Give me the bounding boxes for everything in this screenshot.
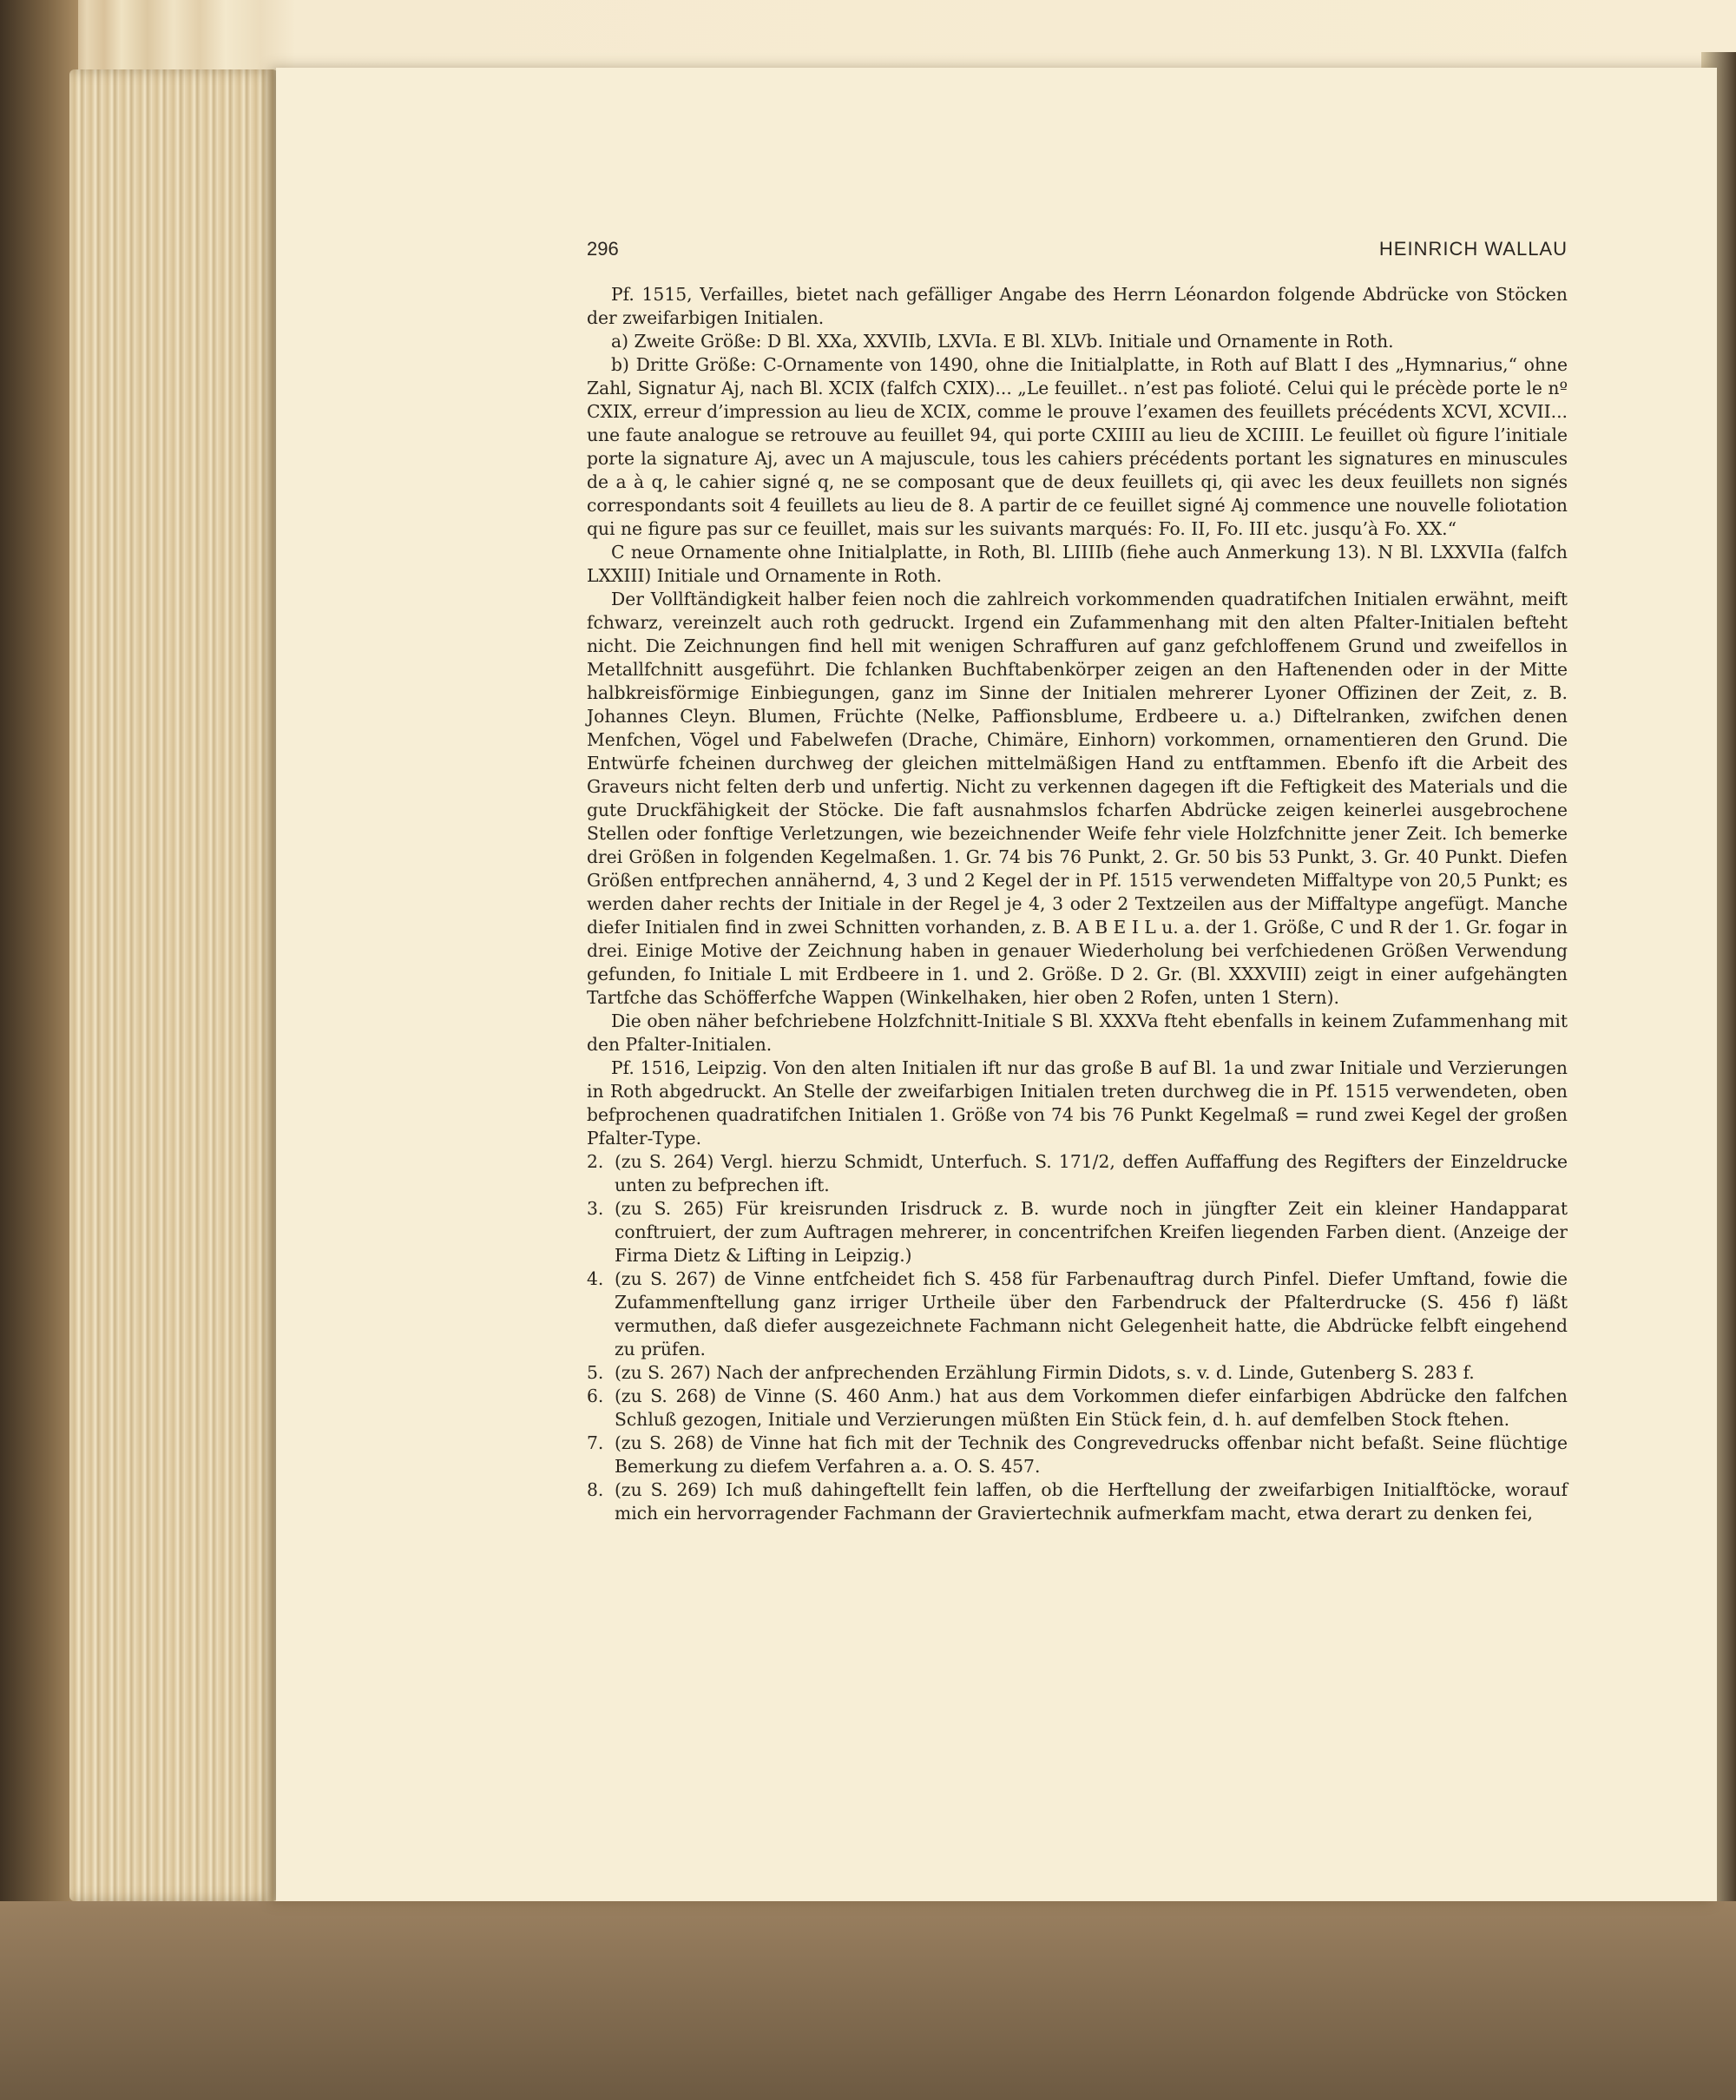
endnote-number: 6.: [587, 1386, 604, 1406]
endnote: [587, 1150, 1568, 1197]
book-cover-bottom: [0, 1901, 1736, 2100]
endnote-number: 8.: [587, 1479, 604, 1500]
endnote: [587, 1197, 1568, 1267]
page-number: 296: [587, 238, 619, 260]
endnote: [587, 1361, 1568, 1385]
page-header: [587, 233, 1568, 267]
paragraph: a) Zweite Größe: D Bl. XXa, XXVIIb, LXVIa. E Bl. XLVb. Initiale und Ornamente in Roth.: [611, 331, 1394, 352]
endnote-text: (zu S. 268) de Vinne (S. 460 Anm.) hat aus dem Vorkommen diefer einfarbigen Abdrücke den falfchen Schluß gezogen, Initiale und Verzierungen müßten Ein Stück fein, d. h. auf demfelben Stock ftehen.: [615, 1386, 1568, 1430]
endnote-text: (zu S. 268) de Vinne hat fich mit der Technik des Congrevedrucks offenbar nicht befaßt. Seine flüchtige Bemerkung zu diefem Verfahren a. a. O. S. 457.: [615, 1432, 1568, 1477]
endnote: [587, 1267, 1568, 1361]
endnote-text: (zu S. 264) Vergl. hierzu Schmidt, Unterfuch. S. 171/2, deffen Auffaffung des Regifters der Einzeldrucke unten zu befprechen ift.: [615, 1151, 1568, 1195]
paragraph: Die oben näher befchriebene Holzfchnitt-Initiale S Bl. XXXVa fteht ebenfalls in keinem Zufammenhang mit den Pfalter-Initialen.: [587, 1011, 1568, 1055]
book-spine-edge: [0, 0, 78, 2100]
endnote-number: 5.: [587, 1362, 604, 1383]
endnote-number: 2.: [587, 1151, 604, 1172]
endnotes-list: [587, 1150, 1568, 1525]
paragraph: C neue Ornamente ohne Initialplatte, in Roth, Bl. LIIIIb (fiehe auch Anmerkung 13). N Bl. LXXVIIa (falfch LXXIII) Initiale und Ornamente in Roth.: [587, 542, 1568, 586]
endnote: [587, 1478, 1568, 1525]
page-body: [587, 283, 1568, 1525]
paragraph: Pf. 1516, Leipzig. Von den alten Initialen ift nur das große B auf Bl. 1a und zwar Initiale und Verzierungen in Roth abgedruckt. An Stelle der zweifarbigen Initialen treten durchweg die in Pf. 1515 verwendeten, oben befprochenen quadratifchen Initialen 1. Größe von 74 bis 76 Punkt Kegelmaß = rund zwei Kegel der großen Pfalter-Type.: [587, 1057, 1568, 1149]
page-edges-stack: [69, 69, 278, 1901]
endnote-text: (zu S. 267) Nach der anfprechenden Erzählung Firmin Didots, s. v. d. Linde, Gutenberg S. 283 f.: [615, 1362, 1475, 1383]
endnote-text: (zu S. 265) Für kreisrunden Irisdruck z. B. wurde noch in jüngfter Zeit ein kleiner Handapparat conftruiert, der zum Auftragen mehrerer, in concentrifchen Kreifen liegenden Farben dient. (Anzeige der Firma Dietz & Lifting in Leipzig.): [615, 1198, 1568, 1266]
endnote-number: 4.: [587, 1268, 604, 1289]
endnote: [587, 1432, 1568, 1478]
endnote-number: 7.: [587, 1432, 604, 1453]
endnote-text: (zu S. 269) Ich muß dahingeftellt fein laffen, ob die Herftellung der zweifarbigen Initialftöcke, worauf mich ein hervorragender Fachmann der Graviertechnik aufmerkfam macht, etwa derart zu denken fei,: [615, 1479, 1568, 1524]
paragraph: Pf. 1515, Verfailles, bietet nach gefälliger Angabe des Herrn Léonardon folgende Abdrücke von Stöcken der zweifarbigen Initialen.: [587, 284, 1568, 328]
paragraph: Der Vollftändigkeit halber feien noch die zahlreich vorkommenden quadratifchen Initialen erwähnt, meift fchwarz, vereinzelt auch roth gedruckt. Irgend ein Zufammenhang mit den alten Pfalter-Initialen befteht nicht. Die Zeichnungen find hell mit wenigen Schraffuren auf ganz gefchloffenem Grund und zweifellos in Metallfchnitt ausgeführt. Die fchlanken Buchftabenkörper zeigen an den Haftenenden oder in der Mitte halbkreisförmige Einbiegungen, ganz im Sinne der Initialen mehrerer Lyoner Offizinen der Zeit, z. B. Johannes Cleyn. Blumen, Früchte (Nelke, Paffionsblume, Erdbeere u. a.) Diftelranken, zwifchen denen Menfchen, Vögel und Fabelwefen (Drache, Chimäre, Einhorn) vorkommen, ornamentieren den Grund. Die Entwürfe fcheinen durchweg der gleichen mittelmäßigen Hand zu entftammen. Ebenfo ift die Arbeit des Graveurs nicht felten derb und unfertig. Nicht zu verkennen dagegen ift die Feftigkeit des Materials und die gute Druckfähigkeit der Stöcke. Die faft ausnahmslos fcharfen Abdrücke zeigen keinerlei ausgebrochene Stellen oder fonftige Verletzungen, wie bezeichnender Weife fehr viele Holzfchnitte jener Zeit. Ich bemerke drei Größen in folgenden Kegelmaßen. 1. Gr. 74 bis 76 Punkt, 2. Gr. 50 bis 53 Punkt, 3. Gr. 40 Punkt. Diefen Größen entfprechen annähernd, 4, 3 und 2 Kegel der in Pf. 1515 verwendeten Miffaltype von 20,5 Punkt; es werden daher rechts der Initiale in der Regel je 4, 3 oder 2 Textzeilen aus der Miffaltype angefügt. Manche diefer Initialen find in zwei Schnitten vorhanden, z. B. A B E I L u. a. der 1. Größe, C und R der 1. Gr. fogar in drei. Einige Motive der Zeichnung haben in genauer Wiederholung bei verfchiedenen Größen Verwendung gefunden, fo Initiale L mit Erdbeere in 1. und 2. Größe. D 2. Gr. (Bl. XXXVIII) zeigt in einer aufgehängten Tartfche das Schöfferfche Wappen (Winkelhaken, hier oben 2 Rofen, unten 1 Stern).: [587, 589, 1568, 1008]
endnote-text: (zu S. 267) de Vinne entfcheidet fich S. 458 für Farbenauftrag durch Pinfel. Diefer Umftand, fowie die Zufammenftellung ganz irriger Urtheile über den Farbendruck der Pfalterdrucke (S. 456 f) läßt vermuthen, daß diefer ausgezeichnete Fachmann nicht Gelegenheit hatte, die Abdrücke felbft eingehend zu prüfen.: [615, 1268, 1568, 1359]
paragraph: b) Dritte Größe: C-Ornamente von 1490, ohne die Initialplatte, in Roth auf Blatt I des „Hymnarius,“ ohne Zahl, Signatur Aj, nach Bl. XCIX (falfch CXIX)... „Le feuillet.. n’est pas folioté. Celui qui le précède porte le nº CXIX, erreur d’impression au lieu de XCIX, comme le prouve l’examen des feuillets précédents XCVI, XCVII... une faute analogue se retrouve au feuillet 94, qui porte CXIIII au lieu de XCIIII. Le feuillet où figure l’initiale porte la signature Aj, avec un A majuscule, tous les cahiers précédents portant les signatures en minuscules de a à q, le cahier signé q, ne se composant que de deux feuillets qi, qii avec les deux feuillets non signés correspondants soit 4 feuillets au lieu de 8. A partir de ce feuillet signé Aj commence une nouvelle foliotation qui ne figure pas sur ce feuillet, mais sur les suivants marqués: Fo. II, Fo. III etc. jusqu’à Fo. XX.“: [587, 354, 1568, 539]
endnote-number: 3.: [587, 1198, 604, 1219]
running-head: HEINRICH WALLAU: [1378, 238, 1568, 260]
endnote: [587, 1385, 1568, 1432]
